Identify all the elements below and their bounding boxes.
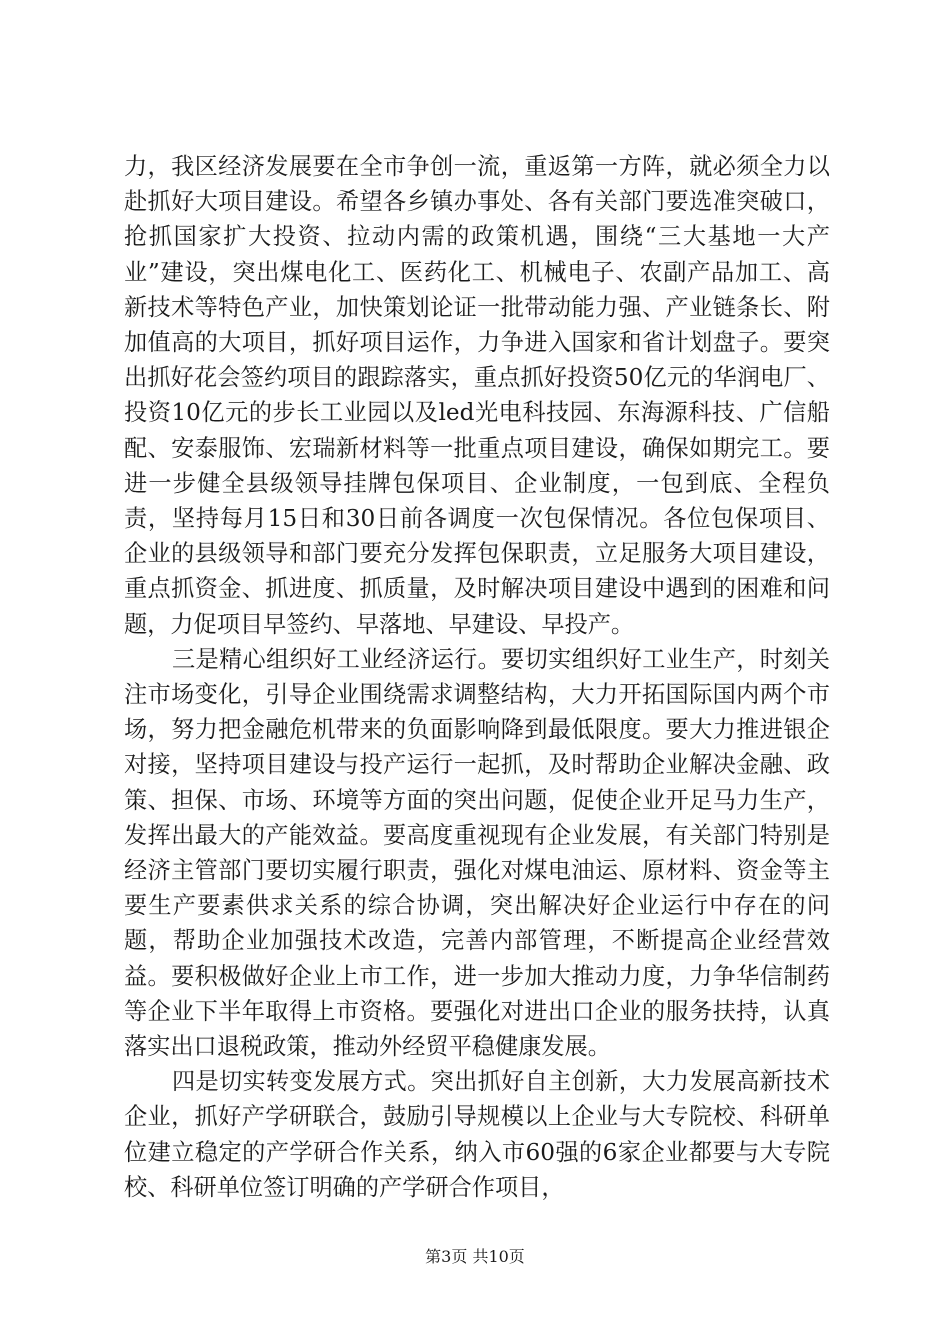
page-number-footer: 第3页 共10页	[425, 1247, 525, 1266]
paragraph-industrial-operation: 三是精心组织好工业经济运行。要切实组织好工业生产，时刻关注市场变化，引导企业围绕需求调整结构，大力开拓国际国内两个市场，努力把金融危机带来的负面影响降到最低限度。要大力推进银企对接，坚持项目建设与投产运行一起抓，及时帮助企业解决金融、政策、担保、市场、环境等方面的突出问题，促使企业开足马力生产，发挥出最大的产能效益。要高度重视现有企业发展，有关部门特别是经济主管部门要切实履行职责，强化对煤电油运、原材料、资金等主要生产要素供求关系的综合协调，突出解决好企业运行中存在的问题，帮助企业加强技术改造，完善内部管理，不断提高企业经营效益。要积极做好企业上市工作，进一步加大推动力度，力争华信制药等企业下半年取得上市资格。要强化对进出口企业的服务扶持，认真落实出口退税政策，推动外经贸平稳健康发展。	[124, 645, 830, 1061]
paragraph-continuation: 力，我区经济发展要在全市争创一流，重返第一方阵，就必须全力以赴抓好大项目建设。希望各乡镇办事处、各有关部门要选准突破口，抢抓国家扩大投资、拉动内需的政策机遇，围绕“三大基地一大产业”建设，突出煤电化工、医药化工、机械电子、农副产品加工、高新技术等特色产业，加快策划论证一批带动能力强、产业链条长、附加值高的大项目，抓好项目运作，力争进入国家和省计划盘子。要突出抓好花会签约项目的跟踪落实，重点抓好投资50亿元的华润电厂、投资10亿元的步长工业园以及led光电科技园、东海源科技、广信船配、安泰服饰、宏瑞新材料等一批重点项目建设，确保如期完工。要进一步健全县级领导挂牌包保项目、企业制度，一包到底、全程负责，坚持每月15日和30日前各调度一次包保情况。各位包保项目、企业的县级领导和部门要充分发挥包保职责，立足服务大项目建设，重点抓资金、抓进度、抓质量，及时解决项目建设中遇到的困难和问题，力促项目早签约、早落地、早建设、早投产。	[124, 153, 830, 638]
paragraph-development-mode: 四是切实转变发展方式。突出抓好自主创新，大力发展高新技术企业，抓好产学研联合，鼓励引导规模以上企业与大专院校、科研单位建立稳定的产学研合作关系，纳入市60强的6家企业都要与大专院校、科研单位签订明确的产学研合作项目，	[124, 1068, 830, 1201]
document-body	[124, 149, 830, 1205]
